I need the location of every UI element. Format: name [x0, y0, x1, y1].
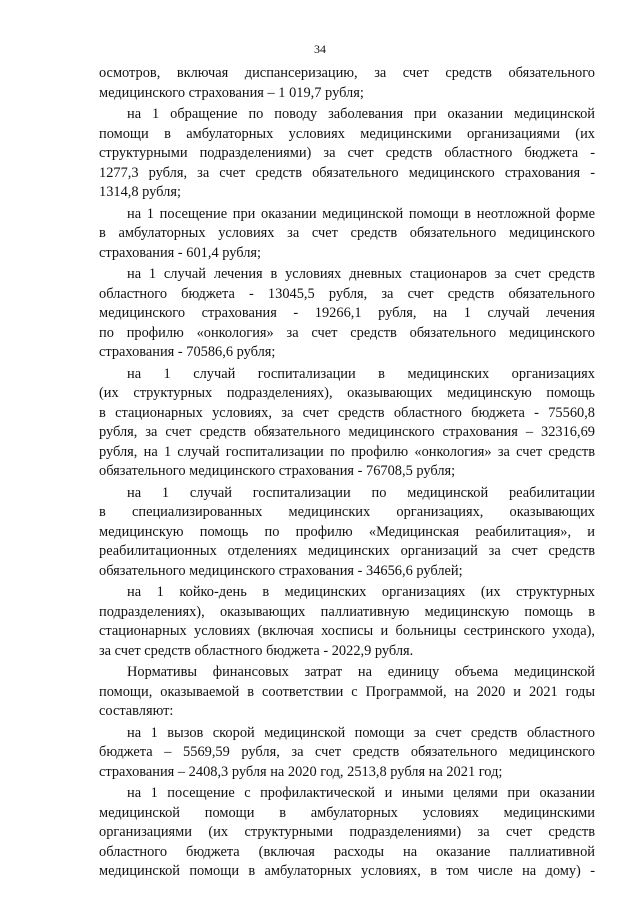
text-line: на 1 посещение при оказании медицинской помощи в неотложной форме [127, 205, 595, 222]
text-line: на 1 посещение с профилактической и иными целями при оказании [127, 785, 595, 801]
text-line: страхования - 601,4 рубля; [99, 244, 262, 261]
text-line: на 1 случай госпитализации по медицинской реабилитации [127, 484, 595, 501]
text-line: стационарных условиях (включая хосписы и больницы сестринского ухода), [99, 623, 595, 639]
text-line: медицинскую помощь по профилю «Медицинская реабилитация», и [99, 523, 595, 540]
text-line: в стационарных условиях, за счет средств областного бюджета - 75560,8 [99, 404, 595, 421]
text-line: рубля, за счет средств обязательного медицинского страхования – 32316,69 [99, 424, 595, 440]
paragraph [99, 205, 595, 264]
text-line: осмотров, включая диспансеризацию, за счет средств обязательного [99, 65, 595, 81]
paragraph [99, 105, 595, 203]
text-line: медицинского страхования – 1 019,7 рубля; [99, 84, 364, 101]
paragraph [99, 583, 595, 661]
page-number: 34 [314, 42, 326, 56]
paragraph [99, 784, 595, 882]
text-line: подразделениях), оказывающих паллиативную медицинскую помощь в [99, 603, 595, 620]
text-line: на 1 случай госпитализации в медицинских организациях [127, 365, 595, 382]
text-line: в амбулаторных условиях за счет средств обязательного медицинского [99, 225, 595, 241]
paragraph [99, 365, 595, 482]
paragraph [99, 724, 595, 783]
text-line: страхования – 2408,3 рубля на 2020 год, 2513,8 рубля на 2021 год; [99, 763, 503, 780]
text-line: структурными подразделениями) за счет средств областного бюджета - [99, 145, 595, 161]
text-line: обязательного медицинского страхования - 34656,6 рублей; [99, 562, 463, 579]
paragraph [99, 64, 595, 103]
text-line: областного бюджета (включая расходы на оказание паллиативной [99, 843, 595, 860]
text-line: составляют: [99, 703, 174, 719]
text-line: помощи в амбулаторных условиях медицинскими организациями (их [99, 125, 595, 142]
text-line: областного бюджета - 13045,5 рубля, за счет средств обязательного [99, 285, 595, 302]
text-line: медицинской помощи в амбулаторных условиях, в том числе на дому) - [99, 863, 595, 879]
text-line: медицинского страхования - 19266,1 рубля, на 1 случай лечения [99, 305, 595, 321]
text-line: бюджета – 5569,59 рубля, за счет средств обязательного медицинского [99, 744, 595, 760]
text-line: Нормативы финансовых затрат на единицу объема медицинской [127, 664, 595, 680]
text-line: (их структурных подразделениях), оказывающих медицинскую помощь [99, 385, 595, 401]
text-line: на 1 обращение по поводу заболевания при оказании медицинской [127, 106, 595, 122]
paragraph [99, 484, 595, 582]
text-line: страхования - 70586,6 рубля; [99, 344, 276, 360]
text-line: на 1 койко-день в медицинских организациях (их структурных [127, 584, 595, 600]
text-line: помощи, оказываемой в соответствии с Программой, на 2020 и 2021 годы [99, 683, 595, 700]
text-line: реабилитационных отделениях медицинских организаций за счет средств [99, 543, 595, 559]
document-body [99, 64, 595, 884]
text-line: обязательного медицинского страхования - 76708,5 рубля; [99, 463, 456, 479]
paragraph [99, 265, 595, 363]
text-line: 1277,3 рубля, за счет средств обязательного медицинского страхования - [99, 164, 595, 181]
text-line: организациями (их структурными подразделениями) за счет средств [99, 824, 595, 840]
paragraph [99, 663, 595, 722]
text-line: на 1 вызов скорой медицинской помощи за счет средств областного [127, 724, 595, 741]
text-line: в специализированных медицинских организациях, оказывающих [99, 504, 595, 520]
text-line: за счет средств областного бюджета - 2022,9 рубля. [99, 642, 414, 659]
text-line: рубля, на 1 случай госпитализации по профилю «онкология» за счет средств [99, 443, 595, 460]
text-line: на 1 случай лечения в условиях дневных стационаров за счет средств [127, 266, 595, 282]
text-line: медицинской помощи в амбулаторных условиях медицинскими [99, 804, 595, 821]
text-line: по профилю «онкология» за счет средств обязательного медицинского [99, 324, 595, 341]
text-line: 1314,8 рубля; [99, 184, 181, 200]
